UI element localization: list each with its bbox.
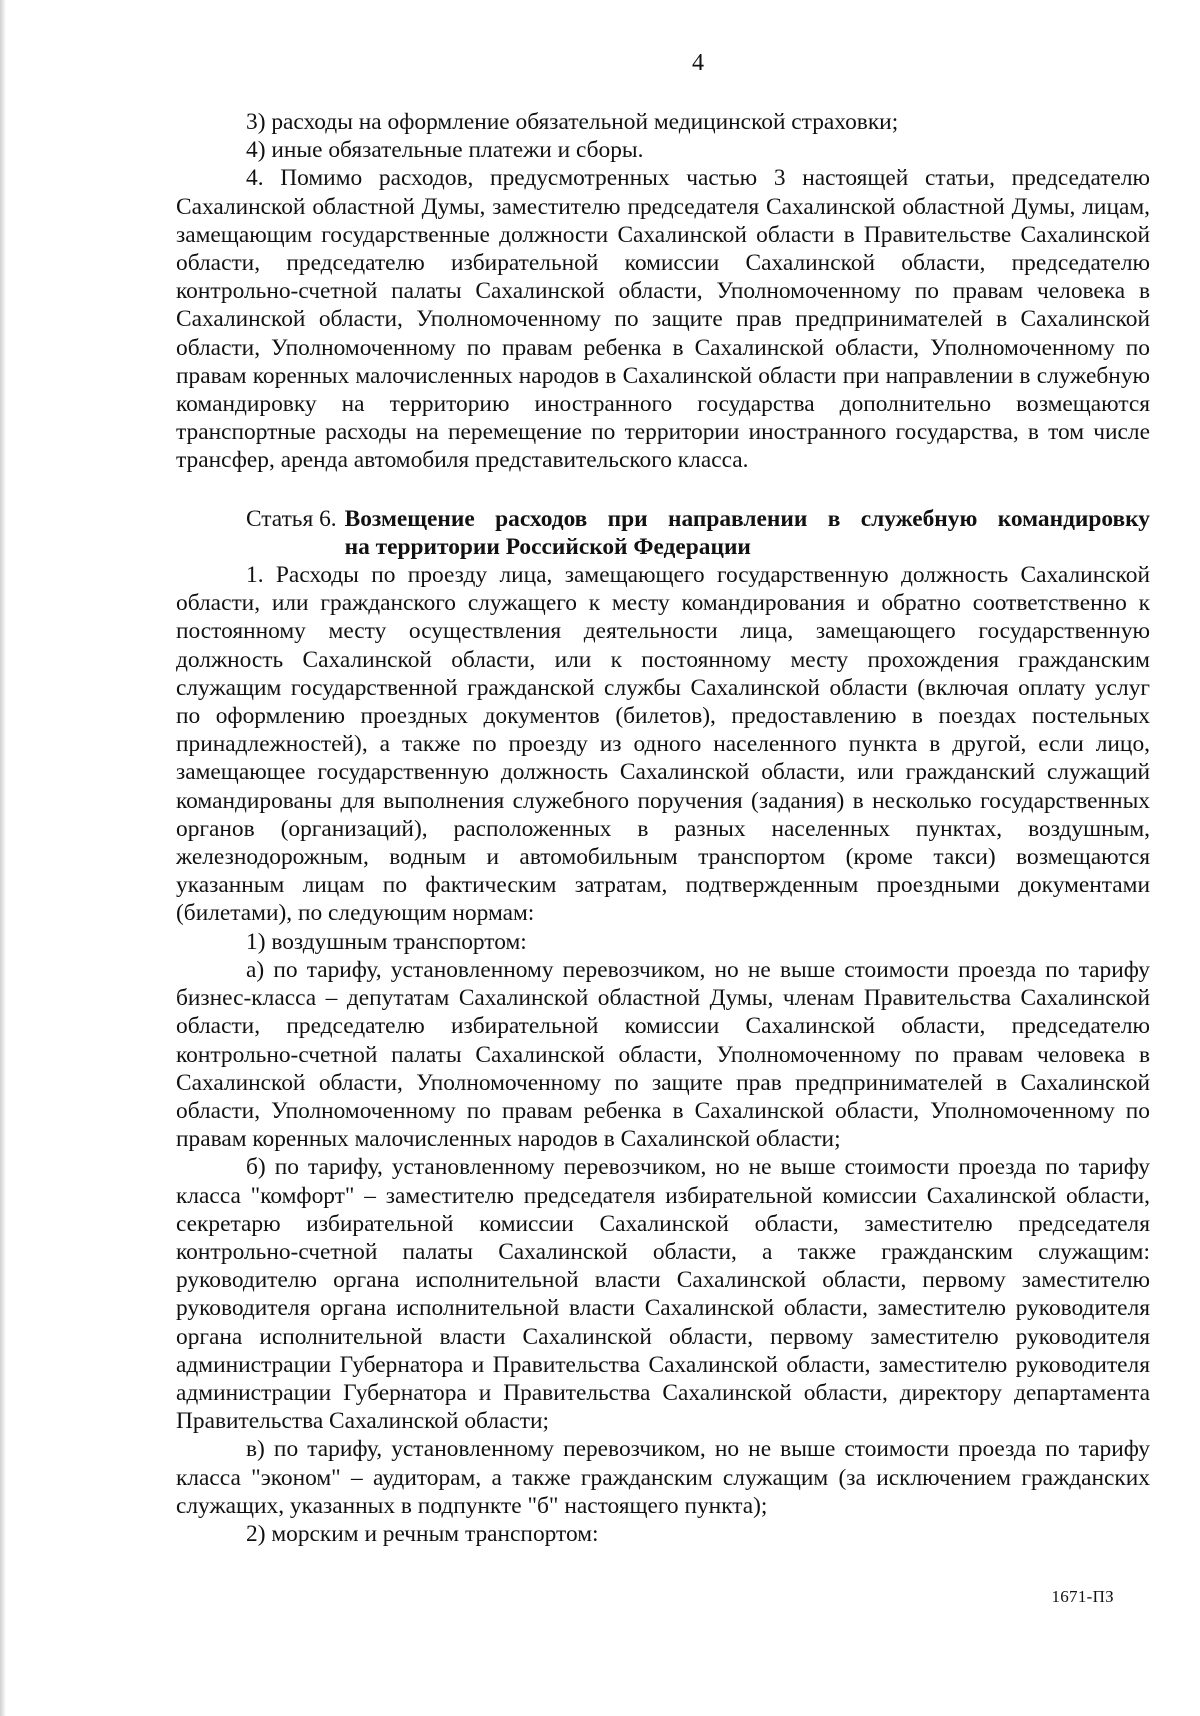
article-number: Статья 6.: [246, 505, 337, 532]
paragraph-subitem-v: в) по тарифу, установленному перевозчиком, но не выше стоимости проезда по тарифу класса "эконом" – аудиторам, а также гражданским служащим (за исключением гражданских служащих, указанных в подпункте "б" настоящего пункта);: [176, 1436, 1150, 1519]
paragraph-subitem-1: 1) воздушным транспортом:: [246, 928, 527, 955]
article-heading: [176, 505, 1150, 561]
paragraph-subitem-b: б) по тарифу, установленному перевозчиком, но не выше стоимости проезда по тарифу класса "комфорт" – заместителю председателя избирательной комиссии Сахалинской области, секретарю избирательной комиссии Сахалинской области, заместителю председателя контрольно-счетной палаты Сахалинской области, а также гражданским служащим: руководителю органа исполнительной власти Сахалинской области, первому заместителю руководителя органа исполнительной власти Сахалинской области, заместителю руководителя органа исполнительной власти Сахалинской области, первому заместителю руководителя администрации Губернатора и Правительства Сахалинской области, заместителю руководителя администрации Губернатора и Правительства Сахалинской области, директору департамента Правительства Сахалинской области;: [176, 1154, 1150, 1435]
document-body: [176, 108, 1150, 1548]
paragraph-subitem-a: а) по тарифу, установленному перевозчиком, но не выше стоимости проезда по тарифу бизнес-класса – депутатам Сахалинской областной Думы, членам Правительства Сахалинской области, председателю избирательной комиссии Сахалинской области, председателю контрольно-счетной палаты Сахалинской области, Уполномоченному по правам человека в Сахалинской области, Уполномоченному по защите прав предпринимателей в Сахалинской области, Уполномоченному по правам ребенка в Сахалинской области, Уполномоченному по правам коренных малочисленных народов в Сахалинской области;: [176, 956, 1150, 1153]
paragraph-part-1: 1. Расходы по проезду лица, замещающего государственную должность Сахалинской области, или гражданского служащего к месту командирования и обратно соответственно к постоянному месту осуществления деятельности лица, замещающего государственную должность Сахалинской области, или к постоянному месту прохождения гражданским служащим государственной гражданской службы Сахалинской области (включая оплату услуг по оформлению проездных документов (билетов), предоставлению в поездах постельных принадлежностей), а также по проезду из одного населенного пункта в другой, если лицо, замещающее государственную должность Сахалинской области, или гражданский служащий командированы для выполнения служебного поручения (задания) в несколько государственных органов (организаций), расположенных в разных населенных пунктах, воздушным, железнодорожным, водным и автомобильным транспортом (кроме такси) возмещаются указанным лицам по фактическим затратам, подтвержденным проездными документами (билетами), по следующим нормам:: [176, 562, 1150, 927]
document-code: 1671-ПЗ: [1051, 1587, 1114, 1606]
page-number: 4: [692, 50, 704, 76]
paragraph-item-4: 4) иные обязательные платежи и сборы.: [246, 137, 644, 164]
paragraph-part-4: 4. Помимо расходов, предусмотренных частью 3 настоящей статьи, председателю Сахалинской областной Думы, заместителю председателя Сахалинской областной Думы, лицам, замещающим государственные должности Сахалинской области в Правительстве Сахалинской области, председателю избирательной комиссии Сахалинской области, председателю контрольно-счетной палаты Сахалинской области, Уполномоченному по правам человека в Сахалинской области, Уполномоченному по защите прав предпринимателей в Сахалинской области, Уполномоченному по правам ребенка в Сахалинской области, Уполномоченному по правам коренных малочисленных народов в Сахалинской области при направлении в служебную командировку на территорию иностранного государства дополнительно возмещаются транспортные расходы на перемещение по территории иностранного государства, в том числе трансфер, аренда автомобиля представительского класса.: [176, 165, 1150, 474]
scan-edge: [0, 0, 6, 1716]
article-title-line2: на территории Российской Федерации: [344, 533, 751, 560]
paragraph-subitem-2: 2) морским и речным транспортом:: [246, 1520, 599, 1547]
article-title-line1: Возмещение расходов при направлении в служебную командировку: [344, 505, 1150, 532]
paragraph-item-3: 3) расходы на оформление обязательной медицинской страховки;: [246, 109, 899, 135]
article-title: [345, 505, 1150, 561]
